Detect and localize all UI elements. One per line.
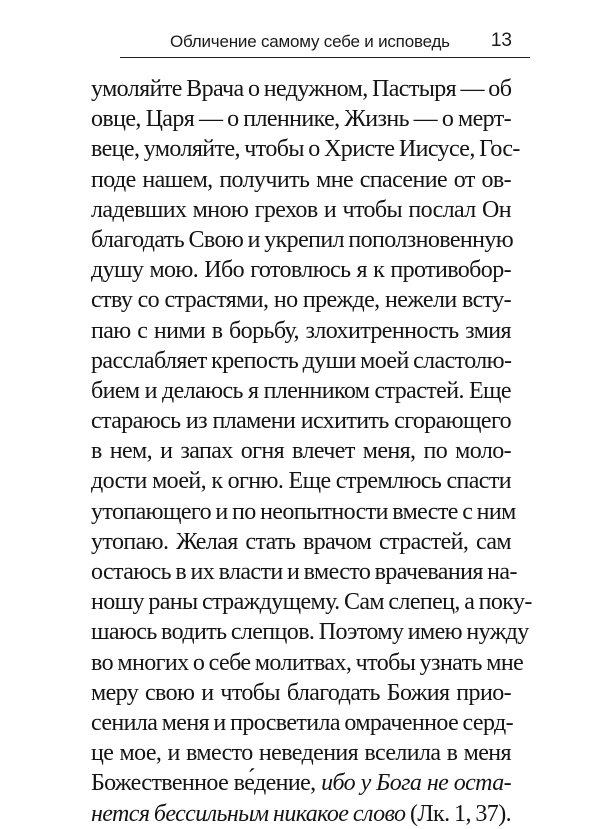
scripture-reference: (Лк. 1, 37). bbox=[409, 800, 511, 827]
text-line: утопаю. Желая стать врачом страстей, сам bbox=[91, 528, 511, 555]
text-line: меру свою и чтобы благодать Божия прио- bbox=[91, 679, 511, 706]
scripture-quote-start: ибо у Бога не оста- bbox=[321, 770, 511, 797]
text-line: поде нашем, получить мне спасение от ов- bbox=[91, 166, 511, 193]
text-line: в нем, и запах огня влечет меня, по моло- bbox=[91, 438, 511, 465]
text-line: дости моей, к огню. Еще стремлюсь спасти bbox=[91, 468, 511, 495]
text-line: остаюсь в их власти и вместо врачевания на- bbox=[91, 559, 517, 585]
text-line: шаюсь водить слепцов. Поэтому имею нужду bbox=[91, 619, 529, 646]
text-line: це мое, и вместо неведения вселила в меня bbox=[91, 740, 511, 767]
header-rule bbox=[120, 57, 530, 58]
text-line: душу мою. Ибо готовлюсь я к противобор- bbox=[91, 257, 511, 284]
running-title: Обличение самому себе и исповедь bbox=[170, 32, 450, 51]
text-line: сенила меня и просветила омраченное серд- bbox=[91, 709, 514, 736]
text-line-mixed bbox=[91, 768, 511, 798]
running-header bbox=[120, 30, 530, 58]
text-line: умоляйте Врача о недужном, Пастыря — об bbox=[91, 76, 512, 102]
text-line: ношу раны страждущему. Сам слепец, а поку- bbox=[91, 589, 532, 616]
text-line: стараюсь из пламени исхитить сгорающего bbox=[91, 408, 511, 435]
scripture-quote-end: нется бессильным никакое слово bbox=[91, 800, 406, 827]
text-line: утопающего и по неопытности вместе с ним bbox=[91, 498, 516, 525]
text-line: паю с ними в борьбу, злохитренность змия bbox=[91, 317, 511, 344]
page-number: 13 bbox=[490, 30, 512, 51]
text-line: расслабляет крепость души моей сластолю- bbox=[91, 347, 512, 374]
text-line: веце, умоляйте, чтобы о Христе Иисусе, Гос- bbox=[91, 136, 520, 163]
text-line: ству со страстями, но прежде, нежели всту- bbox=[91, 287, 511, 314]
body-text bbox=[91, 74, 532, 829]
text-line: благодать Свою и укрепил поползновенную bbox=[91, 226, 514, 253]
text-line-mixed bbox=[91, 799, 511, 829]
text-line: овце, Царя — о пленнике, Жизнь — о мерт- bbox=[91, 106, 511, 133]
divine-knowledge-text: Божественное ве́дение, bbox=[91, 770, 316, 797]
text-line: бием и делаюсь я пленником страстей. Еще bbox=[91, 377, 511, 404]
text-line: ладевших мною грехов и чтобы послал Он bbox=[91, 196, 511, 223]
text-line: во многих о себе молитвах, чтобы узнать мне bbox=[91, 649, 524, 676]
